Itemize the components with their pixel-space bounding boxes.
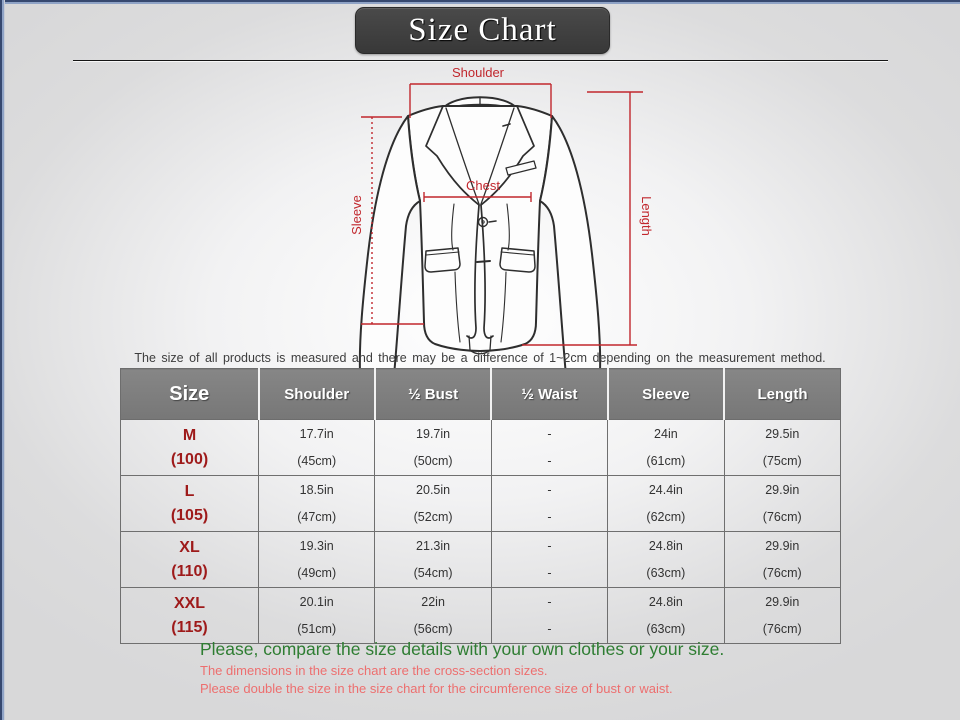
footer-compare-note: Please, compare the size details with your own clothes or your size.: [200, 639, 725, 659]
size-cell: M (100): [121, 420, 259, 476]
value-cell: 20.1in (51cm): [259, 588, 375, 644]
frame-top-border: [0, 0, 960, 4]
value-cell: 29.9in (76cm): [724, 476, 840, 532]
footer-circumference-note: Please double the size in the size chart for the circumference size of bust or waist.: [200, 681, 673, 696]
footer-cross-section-note: The dimensions in the size chart are the cross-section sizes.: [200, 663, 548, 678]
value-cell: - -: [491, 588, 607, 644]
page-title: Size Chart: [408, 12, 557, 48]
value-cell: 19.7in (50cm): [375, 420, 491, 476]
value-cell: 24in (61cm): [608, 420, 724, 476]
value-cell: - -: [491, 420, 607, 476]
value-cell: 22in (56cm): [375, 588, 491, 644]
value-cell: 18.5in (47cm): [259, 476, 375, 532]
table-header-row: [121, 369, 841, 420]
value-cell: 17.7in (45cm): [259, 420, 375, 476]
table-row: [121, 588, 841, 644]
table-row: [121, 420, 841, 476]
header-shoulder: Shoulder: [259, 369, 375, 420]
size-cell: L (105): [121, 476, 259, 532]
value-cell: 29.9in (76cm): [724, 532, 840, 588]
size-cell: XXL (115): [121, 588, 259, 644]
table-row: [121, 476, 841, 532]
sleeve-measure-label: Sleeve: [349, 195, 364, 235]
header-half-waist: ½ Waist: [491, 369, 607, 420]
header-length: Length: [724, 369, 840, 420]
page-title-box: [355, 7, 610, 54]
value-cell: 24.4in (62cm): [608, 476, 724, 532]
value-cell: 19.3in (49cm): [259, 532, 375, 588]
value-cell: - -: [491, 532, 607, 588]
table-row: [121, 532, 841, 588]
value-cell: - -: [491, 476, 607, 532]
value-cell: 29.9in (76cm): [724, 588, 840, 644]
sleeve-measure-label-wrap: [322, 180, 392, 250]
shoulder-measure-label: Shoulder: [451, 65, 505, 80]
length-measure-label: Length: [638, 196, 654, 236]
chest-measure-label: Chest: [466, 178, 500, 193]
value-cell: 24.8in (63cm): [608, 588, 724, 644]
value-cell: 29.5in (75cm): [724, 420, 840, 476]
header-half-bust: ½ Bust: [375, 369, 491, 420]
size-cell: XL (110): [121, 532, 259, 588]
value-cell: 20.5in (52cm): [375, 476, 491, 532]
length-measure-label-wrap: [611, 181, 681, 251]
measurement-note: The size of all products is measured and there may be a difference of 1~2cm depending on the measurement method.: [134, 351, 826, 365]
value-cell: 21.3in (54cm): [375, 532, 491, 588]
header-size: Size: [121, 369, 259, 420]
size-table: [120, 368, 841, 644]
value-cell: 24.8in (63cm): [608, 532, 724, 588]
header-sleeve: Sleeve: [608, 369, 724, 420]
footer-notes: [200, 638, 840, 698]
